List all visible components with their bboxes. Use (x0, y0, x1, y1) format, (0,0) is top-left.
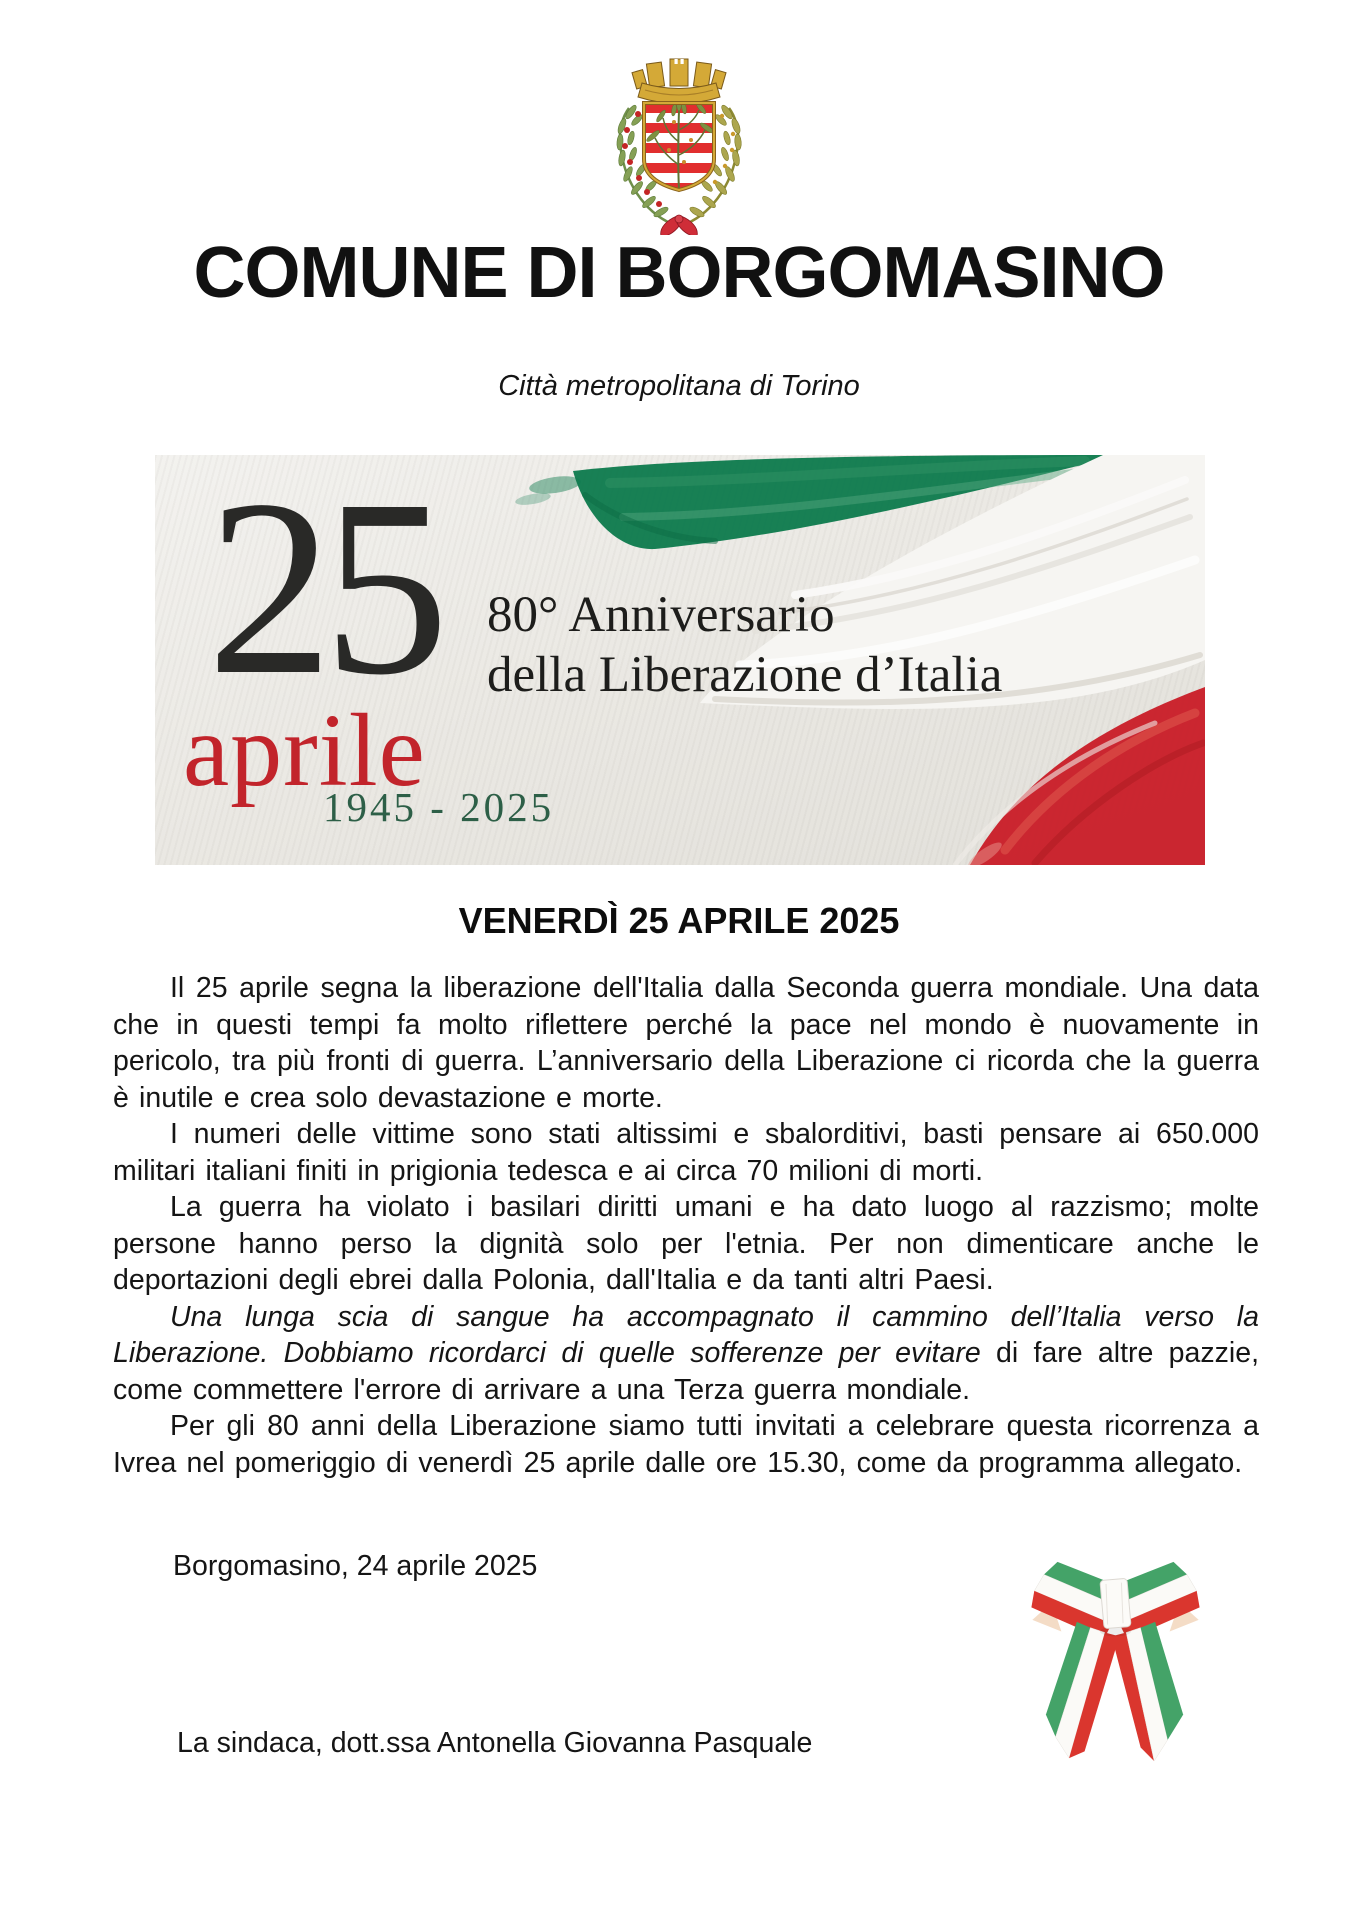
event-date-heading: VENERDÌ 25 APRILE 2025 (458, 900, 900, 941)
page-title: COMUNE DI BORGOMASINO (193, 233, 1165, 313)
banner-day-number: 25 (207, 455, 439, 727)
paragraph-4-regular: di fare altre pazzie, come commettere l'errore di arrivare a una Terza guerra mondiale. (113, 1337, 1259, 1406)
municipal-crest-icon (589, 50, 769, 235)
paragraph-1: Il 25 aprile segna la liberazione dell'Italia dalla Seconda guerra mondiale. Una data che in questi tempi fa molto riflettere perché la pace nel mondo è nuovamente in pericolo, tra più fronti di guerra. L’anniversario della Liberazione ci ricorda che la guerra è inutile e crea solo devastazione e morte. (113, 972, 1259, 1114)
tricolor-bow-icon (1018, 1560, 1213, 1792)
page-subtitle: Città metropolitana di Torino (498, 370, 860, 402)
banner-anniversary-caption (487, 585, 1002, 705)
ribbon-icon (661, 215, 698, 235)
banner-years: 1945 - 2025 (323, 784, 555, 830)
paragraph-4-italic: Una lunga scia di sangue ha accompagnato il cammino dell’Italia verso la Liberazione. Dobbiamo ricordarci di quelle sofferenze per evitare (113, 1300, 1259, 1369)
anniversary-line-2: della Liberazione d’Italia (487, 647, 1003, 703)
banner-month: aprile (183, 693, 426, 808)
dateline: Borgomasino, 24 aprile 2025 (173, 1550, 538, 1582)
anniversary-line-1: 80° Anniversario (487, 587, 835, 643)
paragraph-4 (113, 1299, 1259, 1409)
signature-line: La sindaca, dott.ssa Antonella Giovanna Pasquale (177, 1727, 813, 1759)
crown-icon (632, 59, 726, 104)
anniversary-banner (155, 455, 1205, 865)
letter-body (113, 970, 1259, 1481)
paragraph-5: Per gli 80 anni della Liberazione siamo tutti invitati a celebrare questa ricorrenza a Ivrea nel pomeriggio di venerdì 25 aprile dalle ore 15.30, come da programma allegato. (113, 1410, 1259, 1479)
paragraph-2: I numeri delle vittime sono stati altissimi e sbalorditivi, basti pensare ai 650.000 militari italiani finiti in prigionia tedesca e ai circa 70 milioni di morti. (113, 1118, 1259, 1187)
paragraph-3: La guerra ha violato i basilari diritti umani e ha dato luogo al razzismo; molte persone hanno perso la dignità solo per l'etnia. Per non dimenticare anche le deportazioni degli ebrei dalla Polonia, dall'Italia e da tanti altri Paesi. (113, 1191, 1259, 1296)
